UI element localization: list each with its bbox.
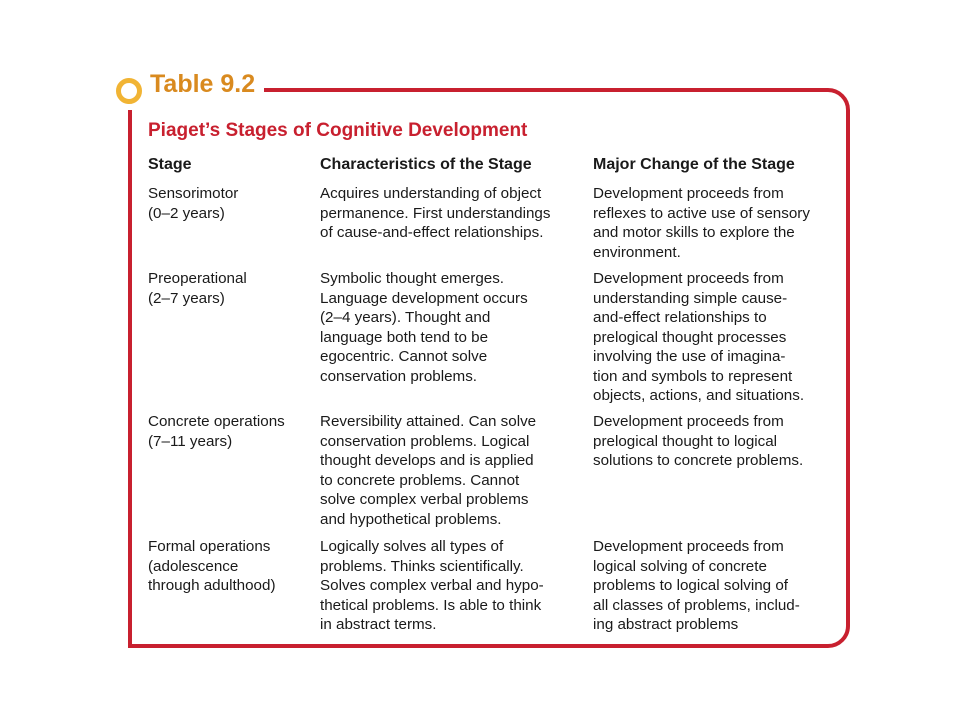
row-4-stage: Formal operations (adolescence through adulthood) bbox=[148, 538, 276, 594]
circle-bullet-icon bbox=[116, 78, 142, 104]
row-2-change: Development proceeds from understanding simple cause- and-effect relationships to prelogical thought processes involving the use of imagina- tion and symbols to represent objects, actions, and situations. bbox=[593, 270, 805, 404]
table-label: Table 9.2 bbox=[150, 70, 256, 98]
header-major-change: Major Change of the Stage bbox=[593, 156, 795, 173]
table-caption: Piaget’s Stages of Cognitive Development bbox=[148, 120, 528, 141]
row-1-stage: Sensorimotor (0–2 years) bbox=[148, 185, 239, 222]
row-3-characteristics: Reversibility attained. Can solve conservation problems. Logical thought develops and is applied to concrete problems. Cannot solve complex verbal problems and hypothetical problems. bbox=[320, 413, 537, 528]
header-characteristics: Characteristics of the Stage bbox=[320, 156, 532, 173]
row-1-characteristics: Acquires understanding of object permanence. First understandings of cause-and-effect relationships. bbox=[320, 185, 551, 241]
row-3-change: Development proceeds from prelogical thought to logical solutions to concrete problems. bbox=[593, 413, 804, 469]
row-2-stage: Preoperational (2–7 years) bbox=[148, 270, 247, 307]
row-1-change: Development proceeds from reflexes to active use of sensory and motor skills to explore the environment. bbox=[593, 185, 810, 261]
row-4-change: Development proceeds from logical solving of concrete problems to logical solving of all classes of problems, includ- ing abstract problems bbox=[593, 538, 800, 633]
row-4-characteristics: Logically solves all types of problems. Thinks scientifically. Solves complex verbal and hypo- thetical problems. Is able to think in abstract terms. bbox=[320, 538, 544, 633]
row-2-characteristics: Symbolic thought emerges. Language development occurs (2–4 years). Thought and language both tend to be egocentric. Cannot solve conservation problems. bbox=[320, 270, 528, 385]
header-stage: Stage bbox=[148, 156, 192, 173]
row-3-stage: Concrete operations (7–11 years) bbox=[148, 413, 285, 450]
